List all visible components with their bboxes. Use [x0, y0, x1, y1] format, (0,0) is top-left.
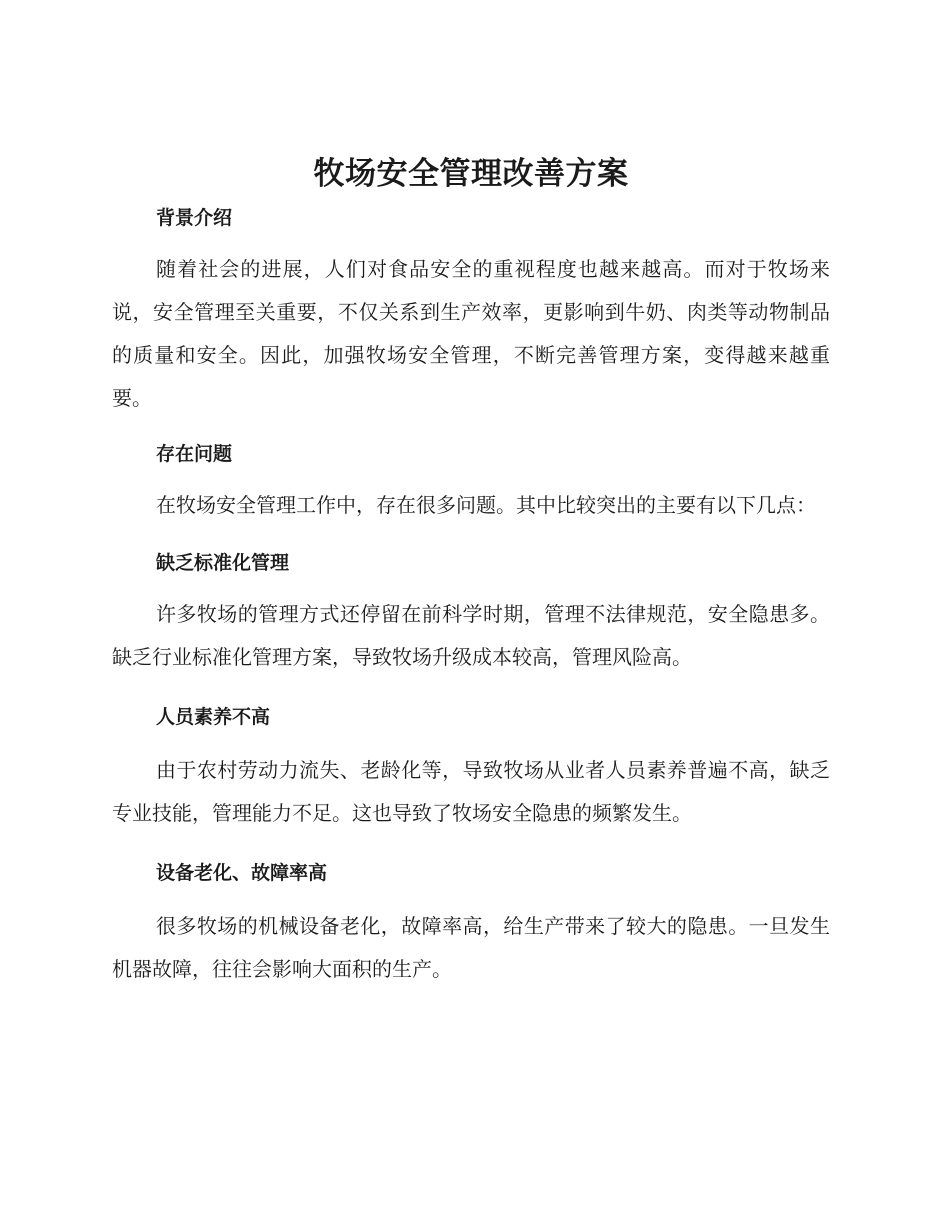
section-heading-equipment: 设备老化、故障率高 [156, 862, 328, 884]
document-title: 牧场安全管理改善方案 [313, 156, 629, 192]
section-paragraph-equipment: 很多牧场的机械设备老化，故障率高，给生产带来了较大的隐患。一旦发生机器故障，往往会影响大面积的生产。 [112, 914, 830, 981]
section-paragraph-personnel: 由于农村劳动力流失、老龄化等，导致牧场从业者人员素养普遍不高，缺乏专业技能，管理能力不足。这也导致了牧场安全隐患的频繁发生。 [112, 758, 830, 825]
section-heading-background: 背景介绍 [156, 207, 233, 229]
document-body [112, 148, 830, 991]
section-paragraph-standardization: 许多牧场的管理方式还停留在前科学时期，管理不法律规范，安全隐患多。缺乏行业标准化管理方案，导致牧场升级成本较高，管理风险高。 [112, 602, 830, 669]
section-heading-problems: 存在问题 [156, 443, 233, 465]
section-heading-personnel: 人员素养不高 [156, 706, 271, 728]
section-paragraph-problems: 在牧场安全管理工作中，存在很多问题。其中比较突出的主要有以下几点： [156, 493, 816, 517]
section-heading-standardization: 缺乏标准化管理 [156, 552, 290, 574]
section-paragraph-background: 随着社会的进展，人们对食品安全的重视程度也越来越高。而对于牧场来说，安全管理至关重要，不仅关系到生产效率，更影响到牛奶、肉类等动物制品的质量和安全。因此，加强牧场安全管理，不断完善管理方案，变得越来越重要。 [112, 257, 830, 410]
